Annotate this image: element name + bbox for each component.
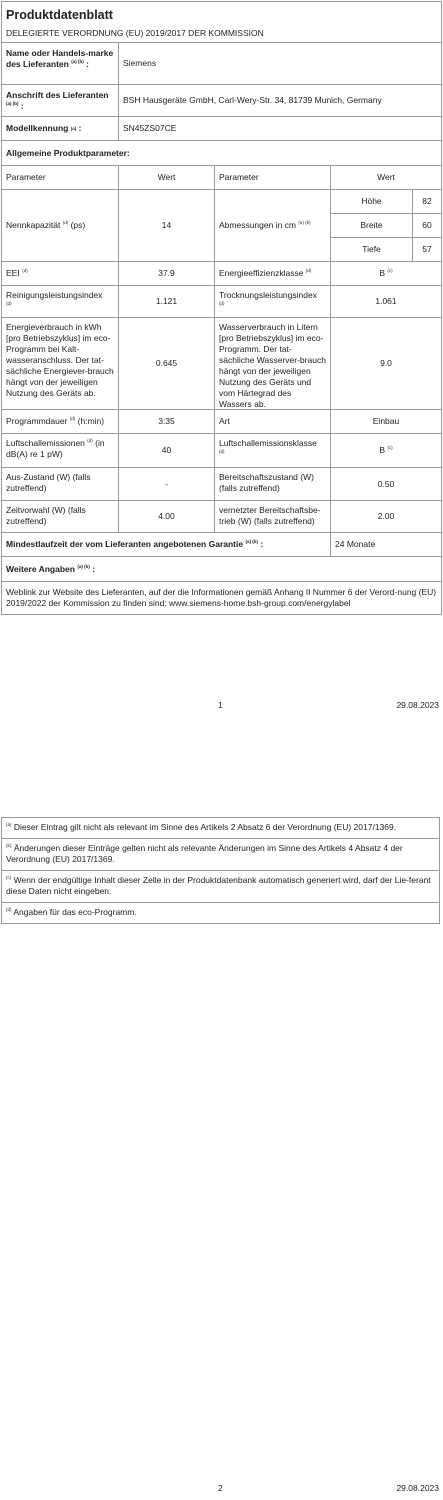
type-value: Einbau xyxy=(372,416,400,426)
noise-emission-value: 40 xyxy=(119,434,215,467)
page-number: 2 xyxy=(218,1483,223,1493)
drying-index-label: Trocknungsleistungsindex $^{(d)}$ xyxy=(215,286,331,317)
supplier-name-row xyxy=(2,43,441,85)
capacity-label: Nennkapazität $^{(d)}$ (ps) xyxy=(2,190,119,261)
supplier-address-row xyxy=(2,85,441,117)
standby-mode-value: 0.50 xyxy=(377,478,395,489)
dimension-height-value: 82 xyxy=(422,196,432,206)
energy-consumption-value: 0.645 xyxy=(119,318,215,409)
page-number: 1 xyxy=(218,700,223,710)
type-label: Art xyxy=(215,410,331,433)
dimension-depth-value: 57 xyxy=(422,244,432,254)
general-params-heading-row xyxy=(2,141,441,166)
further-info-text-row xyxy=(2,582,441,615)
supplier-address-value: BSH Hausgeräte GmbH, Carl-Wery-Str. 34, 81739 Munich, Germany xyxy=(123,95,382,105)
eei-row xyxy=(2,262,441,286)
energy-class-label: Energieeffizienzklasse $^{(d)}$ xyxy=(215,262,331,285)
further-info-label: Weitere Angaben $^{(a) (b)}$ : xyxy=(6,563,96,574)
header-value-right: Wert xyxy=(377,172,395,182)
off-mode-value: - xyxy=(119,468,215,500)
delay-start-label: Zeitvorwahl (W) (falls zutreffend) xyxy=(2,501,119,532)
eei-label: EEI $^{(d)}$ xyxy=(2,262,119,285)
model-value: SN45ZS07CE xyxy=(123,123,177,133)
networked-standby-label: vernetzter Bereitschaftsbe-trieb (W) (falls zutreffend) xyxy=(215,501,331,532)
footnote-d: $^{(d)}$ Angaben für das eco-Programm. xyxy=(6,907,137,917)
off-mode-label: Aus-Zustand (W) (falls zutreffend) xyxy=(2,468,119,500)
noise-class-value: B $^{(c)}$ xyxy=(379,445,393,455)
duration-type-row xyxy=(2,410,441,434)
off-standby-row xyxy=(2,468,441,501)
further-info-heading-row xyxy=(2,557,441,582)
water-consumption-value: 9.0 xyxy=(380,358,392,368)
cleaning-index-value: 1.121 xyxy=(119,286,215,317)
page-date: 29.08.2023 xyxy=(396,700,439,710)
noise-class-label: Luftschallemissionsklasse $^{(d)}$ xyxy=(215,434,331,467)
header-value-left: Wert xyxy=(119,166,215,189)
dimension-depth-label: Tiefe xyxy=(331,238,413,261)
footnotes-box xyxy=(1,817,440,924)
params-header-row xyxy=(2,166,441,190)
supplier-address-label: Anschrift des Lieferanten $^{(a) (b)}$ : xyxy=(2,85,119,116)
model-row xyxy=(2,117,441,141)
dimensions-grid xyxy=(331,190,441,261)
energy-consumption-label: Energieverbrauch in kWh [pro Betriebszyklus] im eco-Programm bei Kalt-wasseranschluss. Der tat-sächliche Energiever-brauch hängt von der jeweiligen Nutzung des Geräts ab. xyxy=(2,318,119,409)
noise-row xyxy=(2,434,441,468)
warranty-value: 24 Monate xyxy=(335,539,376,549)
general-params-heading: Allgemeine Produktparameter: xyxy=(6,147,130,158)
header-param-left: Parameter xyxy=(2,166,119,189)
further-info-text: Weblink zur Website des Lieferanten, auf der die Informationen gemäß Anhang II Nummer 6 der Verord-nung (EU) 2019/2022 der Kommission zu finden sind: www.siemens-home.bsh-group.com/energylabel xyxy=(6,587,437,608)
warranty-row xyxy=(2,533,441,557)
footnote-a: $^{(a)}$ Dieser Eintrag gilt nicht als relevant im Sinne des Artikels 2 Absatz 6 der Verordnung (EU) 2017/1369. xyxy=(2,818,439,839)
dimension-height-label: Höhe xyxy=(331,190,413,213)
delay-networked-row xyxy=(2,501,441,533)
page-title: Produktdatenblatt xyxy=(6,8,113,22)
page-2 xyxy=(0,750,443,1500)
networked-standby-value: 2.00 xyxy=(377,511,395,521)
page-date: 29.08.2023 xyxy=(396,1483,439,1493)
drying-index-value: 1.061 xyxy=(375,296,397,306)
regulation-line: DELEGIERTE VERORDNUNG (EU) 2019/2017 DER KOMMISSION xyxy=(6,28,264,38)
footnote-b: $^{(b)}$ Änderungen dieser Einträge gelten nicht als relevante Änderungen im Sinne des Artikels 4 Absatz 4 der Verordnung (EU) 2017/1369. xyxy=(2,839,439,871)
sheet-header xyxy=(2,2,441,43)
dimension-width-label: Breite xyxy=(331,214,413,237)
header-param-right: Parameter xyxy=(215,166,331,189)
dimension-height-row xyxy=(331,190,441,214)
footnote-c: $^{(c)}$ Wenn der endgültige Inhalt dieser Zelle in der Produktdatenbank automatisch generiert wird, darf der Lie-ferant diese Daten nicht eingeben. xyxy=(2,871,439,903)
model-label: Modellkennung (a) : xyxy=(2,117,119,140)
program-duration-label: Programmdauer $^{(d)}$ (h:min) xyxy=(2,410,119,433)
product-data-sheet xyxy=(1,1,442,615)
standby-mode-label: Bereitschaftszustand (W) (falls zutreffend) xyxy=(215,468,331,500)
dimension-depth-row xyxy=(331,238,441,261)
energy-class-value: B $^{(c)}$ xyxy=(379,268,393,278)
dimension-width-row xyxy=(331,214,441,238)
warranty-label: Mindestlaufzeit der vom Lieferanten angebotenen Garantie $^{(a) (b)}$ : xyxy=(2,533,331,556)
delay-start-value: 4.00 xyxy=(119,501,215,532)
noise-emission-label: Luftschallemissionen $^{(d)}$ (in dB(A) re 1 pW) xyxy=(2,434,119,467)
program-duration-value: 3:35 xyxy=(119,410,215,433)
dimensions-label: Abmessungen in cm $^{(a) (b)}$ xyxy=(215,190,331,261)
supplier-name-value: Siemens xyxy=(123,58,157,68)
supplier-name-label: Name oder Handels-marke des Lieferanten $^{(a) (b)}$ : xyxy=(2,43,119,84)
eei-value: 37.9 xyxy=(119,262,215,285)
dimension-width-value: 60 xyxy=(422,220,432,230)
water-consumption-label: Wasserverbrauch in Litern [pro Betriebszyklus] im eco-Programm. Der tat-sächliche Wasserver-brauch hängt von der jeweiligen Nutzung des Geräts und vom Härtegrad des Wassers ab. xyxy=(215,318,331,409)
capacity-dimensions-row xyxy=(2,190,441,262)
cleaning-drying-row xyxy=(2,286,441,318)
cleaning-index-label: Reinigungsleistungsindex $^{(d)}$ xyxy=(2,286,119,317)
capacity-value: 14 xyxy=(119,190,215,261)
consumption-row xyxy=(2,318,441,410)
